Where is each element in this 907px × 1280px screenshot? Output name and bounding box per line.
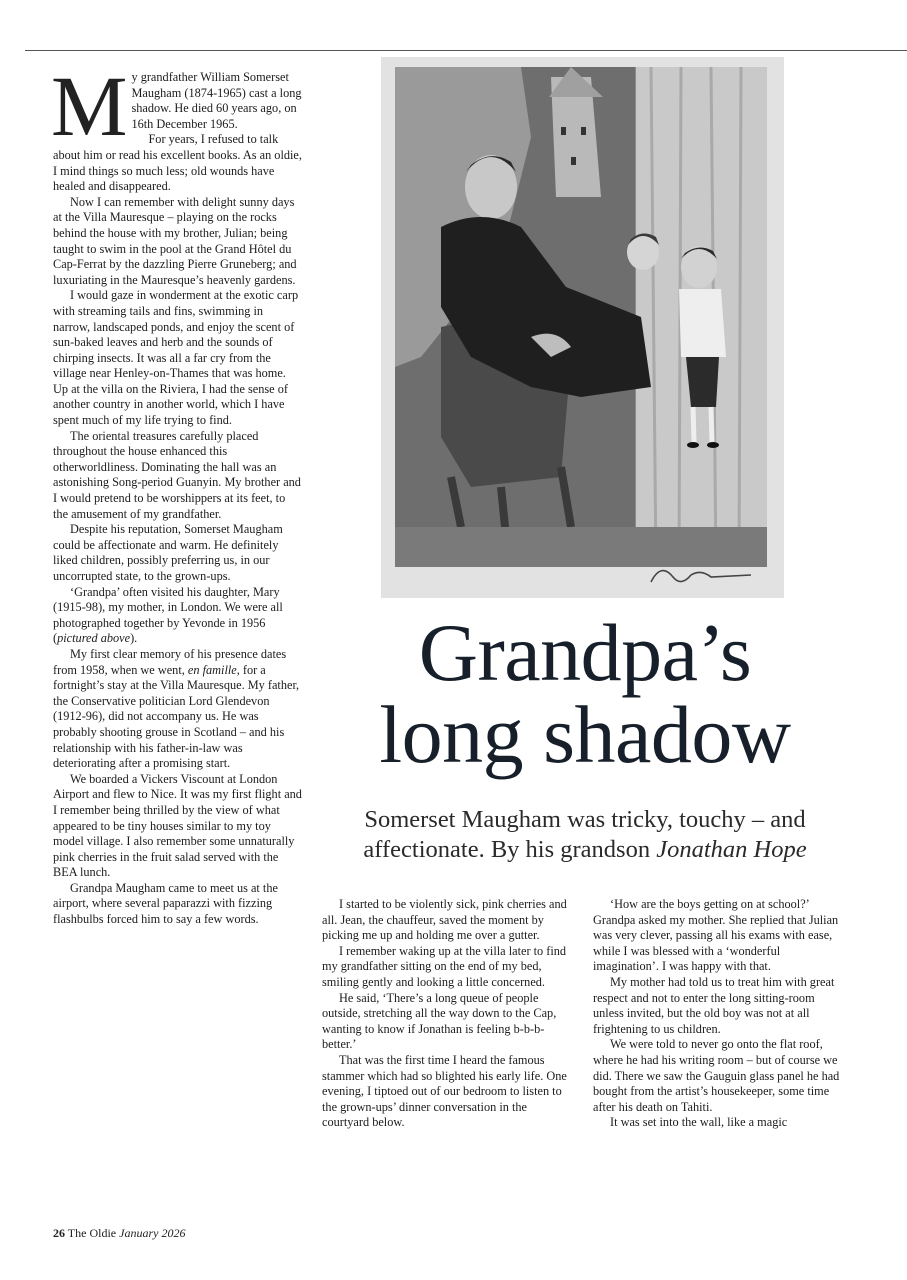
middle-column: [322, 897, 575, 1131]
paragraph: I started to be violently sick, pink cherries and all. Jean, the chauffeur, saved the moment by picking me up and holding me over a gutter.: [322, 897, 567, 943]
top-rule: [25, 50, 907, 51]
photograph: [381, 57, 784, 598]
paragraph: My mother had told us to treat him with great respect and not to enter the long sitting-room unless invited, but the old boy was not at all frightening to us children.: [593, 974, 835, 1036]
right-column: [593, 897, 846, 1131]
paragraph: My first clear memory of his presence dates from 1958, when we went, en famille, for a fortnight’s stay at the Villa Mauresque. My father, the Conservative politician Lord Glendevon (1912-96), did not accompany us. He was probably shooting grouse in Scotland – and his relationship with his father-in-law was deteriorating after a promising start.: [53, 646, 300, 771]
paragraph: The oriental treasures carefully placed throughout the house enhanced this otherworldliness. Dominating the hall was an astonishing Song-period Guanyin. My brother and I would pretend to be worshippers at its feet, to the amusement of my grandfather.: [53, 428, 301, 521]
standfirst: [320, 805, 850, 865]
paragraph: For years, I refused to talk about him or read his excellent books. As an oldie, I mind things so much less; old wounds have healed and disappeared.: [53, 132, 302, 194]
page-footer: [53, 1226, 185, 1241]
magazine-name: The Oldie: [67, 1226, 117, 1240]
photograph-icon: [381, 57, 784, 598]
paragraph: That was the first time I heard the famous stammer which had so blighted his early life. One evening, I tiptoed out of our bedroom to listen to the grown-ups’ dinner conversation in the courtyard below.: [322, 1052, 567, 1130]
paragraph: We were told to never go onto the flat roof, where he had his writing room – but of course we did. There we saw the Gauguin glass panel he had bought from the artist’s housekeeper, some time after his death on Tahiti.: [593, 1037, 840, 1114]
paragraph: He said, ‘There’s a long queue of people outside, stretching all the way down to the Cap, wanting to know if Jonathan is feeling b-b-b-better.’: [322, 990, 557, 1052]
paragraph: I remember waking up at the villa later to find my grandfather sitting on the end of my bed, smiling gently and looking a little concerned.: [322, 943, 567, 989]
author-name: Jonathan Hope: [656, 836, 807, 863]
paragraph: It was set into the wall, like a magic: [610, 1115, 788, 1130]
page-number: 26: [53, 1226, 65, 1240]
paragraph: Now I can remember with delight sunny days at the Villa Mauresque – playing on the rocks behind the house with my brother, Julian; being taught to swim in the pool at the Grand Hôtel du Cap-Ferrat by the dazzling Pierre Gruneberg; and luxuriating in the Mauresque’s heavenly gardens.: [53, 194, 297, 287]
paragraph: We boarded a Vickers Viscount at London Airport and flew to Nice. It was my first flight and I remember being thrilled by the view of what appeared to be tiny houses similar to my toy model village. I also remember some unnaturally pink cherries in the fruit salad served with the BEA lunch.: [53, 771, 302, 880]
drop-cap: M: [51, 58, 128, 154]
paragraph: ‘How are the boys getting on at school?’ Grandpa asked my mother. She replied that Julian was very clever, passing all his exams with ease, while I was blessed with a ‘wonderful imagination’. I was happy with that.: [593, 897, 839, 974]
paragraph: I would gaze in wonderment at the exotic carp with streaming tails and fins, swimming in narrow, landscaped ponds, and enjoy the scent of sun-baked leaves and herb and the sounds of chirping insects. It was all a far cry from the village near Henley-on-Thames that was home. Up at the villa on the Riviera, I had the sense of another country in another world, which I have spent much of my life trying to find.: [53, 288, 299, 428]
headline-line-1: Grandpa’s: [418, 607, 752, 698]
paragraph: ‘Grandpa’ often visited his daughter, Mary (1915-98), my mother, in London. We were all photographed together by Yevonde in 1956 (pictured above).: [53, 584, 283, 646]
opening-paragraph: My grandfather William Somerset Maugham (1874-1965) cast a long shadow. He died 60 years ago, on 16th December 1965.: [51, 58, 302, 154]
standfirst-text: Somerset Maugham was tricky, touchy – and affectionate. By his grandson: [363, 806, 806, 863]
headline-line-2: long shadow: [379, 689, 791, 780]
paragraph: Despite his reputation, Somerset Maugham could be affectionate and warm. He definitely liked children, possibly preferring us, in our uncorrupted state, to the grown-ups.: [53, 522, 283, 583]
paragraph: Grandpa Maugham came to meet us at the airport, where several paparazzi with fizzing flashbulbs forced him to say a few words.: [53, 880, 278, 927]
headline: [320, 607, 850, 780]
left-column: [51, 58, 303, 928]
issue-date: January 2026: [119, 1226, 186, 1240]
